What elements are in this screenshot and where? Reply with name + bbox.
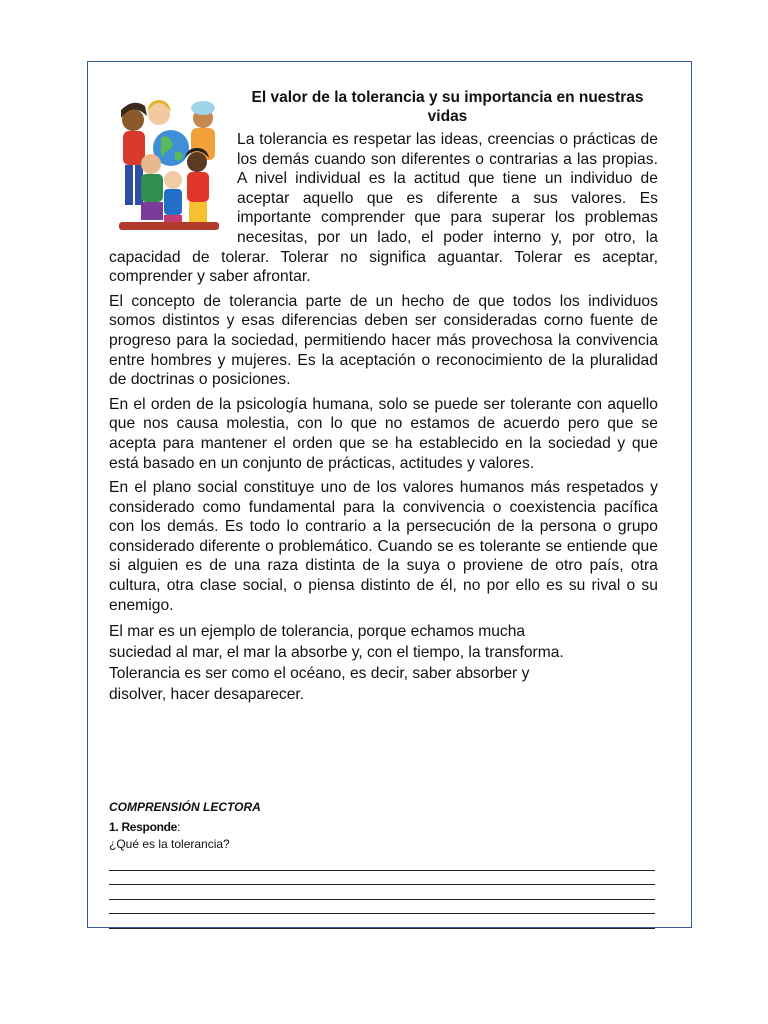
quiz-instruction <box>109 819 655 835</box>
sea-analogy <box>109 621 649 705</box>
children-globe-illustration <box>111 96 227 232</box>
sea-line: El mar es un ejemplo de tolerancia, porque echamos mucha <box>109 623 526 641</box>
sea-line: suciedad al mar, el mar la absorbe y, con el tiempo, la transforma. <box>109 644 564 662</box>
paragraph-concept: El concepto de tolerancia parte de un hecho de que todos los individuos somos distintos y esas diferencias deben ser consideradas corno fuente de progreso para la sociedad, permitiendo hacer más provechosa la convivencia entre hombres y mujeres. Es la aceptación o reconocimiento de la pluralidad de doctrinas o posiciones. <box>109 292 658 389</box>
sea-line: Tolerancia es ser como el océano, es decir, saber absorber y <box>109 665 530 683</box>
document-title: El valor de la tolerancia y su importancia en nuestras vidas <box>251 89 644 125</box>
quiz-question: ¿Qué es la tolerancia? <box>109 837 230 851</box>
instruction-suffix: : <box>177 820 181 834</box>
instruction-label: 1. Responde <box>109 820 178 834</box>
answer-lines <box>109 856 655 929</box>
answer-line[interactable] <box>109 856 655 871</box>
paragraph-psychology: En el orden de la psicología humana, solo se puede ser tolerante con aquello que nos causa molestia, con lo que no estamos de acuerdo pero que se acepta para mantener el orden que se ha establecido en la sociedad y que está basado en un conjunto de prácticas, actitudes y valores. <box>109 395 658 472</box>
answer-line[interactable] <box>109 885 655 900</box>
paragraph-social: En el plano social constituye uno de los valores humanos más respetados y considerado como fundamental para la convivencia o coexistencia pacífica con los demás. Es todo lo contrario a la persecución de la persona o grupo considerado diferente o problemático. Cuando se es tolerante se entiende que si alguien es de una raza distinta de la suya o proviene de otro país, otra cultura, otra clase social, o piensa distinto de él, no por ello es su rival o su enemigo. <box>109 479 658 614</box>
reading-content <box>109 88 658 705</box>
reading-comprehension-section <box>109 799 655 929</box>
sea-line: disolver, hacer desaparecer. <box>109 686 305 704</box>
paragraph-intro: La tolerancia es respetar las ideas, creencias o prácticas de los demás cuando son diferentes o contrarias a las propias. A nivel individual es la actitud que tiene un individuo de aceptar aquello que es diferente a sus valores. Es importante comprender que para superar los problemas necesitas, por un lado, el poder interno y, por otro, la capacidad de tolerar. Tolerar no significa aguantar. Tolerar es aceptar, comprender y saber afrontar. <box>109 131 658 286</box>
answer-line[interactable] <box>109 914 655 929</box>
quiz-heading: COMPRENSIÓN LECTORA <box>109 800 261 814</box>
answer-line[interactable] <box>109 900 655 915</box>
answer-line[interactable] <box>109 871 655 886</box>
